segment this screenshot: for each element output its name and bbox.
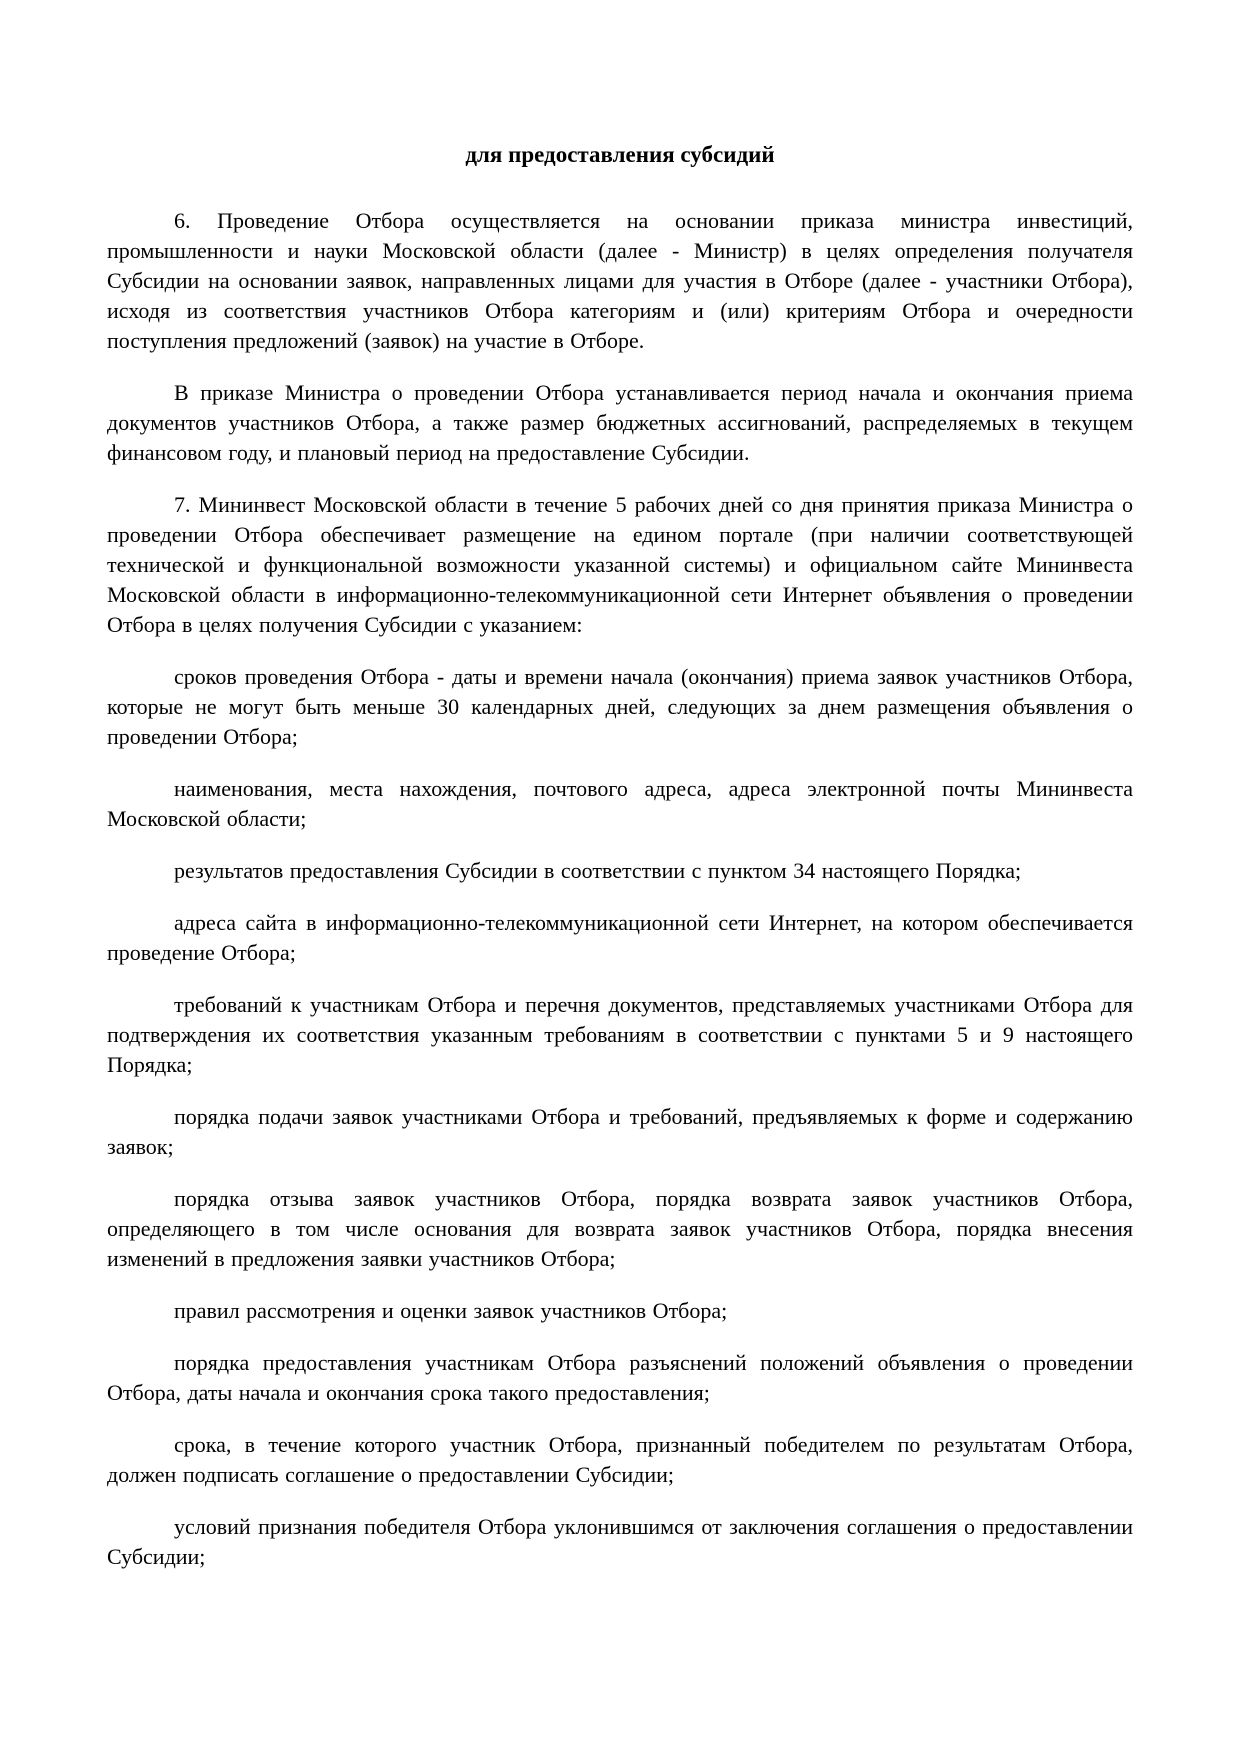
paragraph-item-6: 6. Проведение Отбора осуществляется на основании приказа министра инвестиций, промышленности и науки Московской области (далее - Министр) в целях определения получателя Субсидии на основании заявок, направленных лицами для участия в Отборе (далее - участники Отбора), исходя из соответствия участников Отбора категориям и (или) критериям Отбора и очередности поступления предложений (заявок) на участие в Отборе. (107, 208, 1133, 353)
paragraph-review-rules: правил рассмотрения и оценки заявок участников Отбора; (174, 1298, 728, 1323)
paragraph-application-submission: порядка подачи заявок участниками Отбора и требований, предъявляемых к форме и содержанию заявок; (107, 1104, 1133, 1159)
paragraph-application-withdrawal: порядка отзыва заявок участников Отбора, порядка возврата заявок участников Отбора, определяющего в том числе основания для возврата заявок участников Отбора, порядка внесения изменений в предложения заявки участников Отбора; (107, 1186, 1133, 1271)
document-title: для предоставления субсидий (465, 142, 775, 167)
paragraph-participant-requirements: требований к участникам Отбора и перечня документов, представляемых участниками Отбора для подтверждения их соответствия указанным требованиям в соответствии с пунктами 5 и 9 настоящего Порядка; (107, 992, 1133, 1077)
paragraph-clarifications: порядка предоставления участникам Отбора разъяснений положений объявления о проведении Отбора, даты начала и окончания срока такого предоставления; (107, 1350, 1133, 1405)
paragraph-contact-details: наименования, места нахождения, почтового адреса, адреса электронной почты Мининвеста Московской области; (107, 776, 1133, 831)
paragraph-minister-order: В приказе Министра о проведении Отбора устанавливается период начала и окончания приема документов участников Отбора, а также размер бюджетных ассигнований, распределяемых в текущем финансовом году, и плановый период на предоставление Субсидии. (107, 380, 1133, 465)
paragraph-signing-term: срока, в течение которого участник Отбора, признанный победителем по результатам Отбора, должен подписать соглашение о предоставлении Субсидии; (107, 1432, 1133, 1487)
paragraph-evasion-conditions: условий признания победителя Отбора уклонившимся от заключения соглашения о предоставлении Субсидии; (107, 1514, 1133, 1569)
paragraph-selection-terms: сроков проведения Отбора - даты и времени начала (окончания) приема заявок участников Отбора, которые не могут быть меньше 30 календарных дней, следующих за днем размещения объявления о проведении Отбора; (107, 664, 1133, 749)
document-body (107, 206, 1133, 1572)
paragraph-subsidy-results: результатов предоставления Субсидии в соответствии с пунктом 34 настоящего Порядка; (174, 858, 1022, 883)
paragraph-item-7: 7. Мининвест Московской области в течение 5 рабочих дней со дня принятия приказа Министра о проведении Отбора обеспечивает размещение на едином портале (при наличии соответствующей технической и функциональной возможности указанной системы) и официальном сайте Мининвеста Московской области в информационно-телекоммуникационной сети Интернет объявления о проведении Отбора в целях получения Субсидии с указанием: (107, 492, 1133, 637)
paragraph-site-address: адреса сайта в информационно-телекоммуникационной сети Интернет, на котором обеспечивается проведение Отбора; (107, 910, 1133, 965)
